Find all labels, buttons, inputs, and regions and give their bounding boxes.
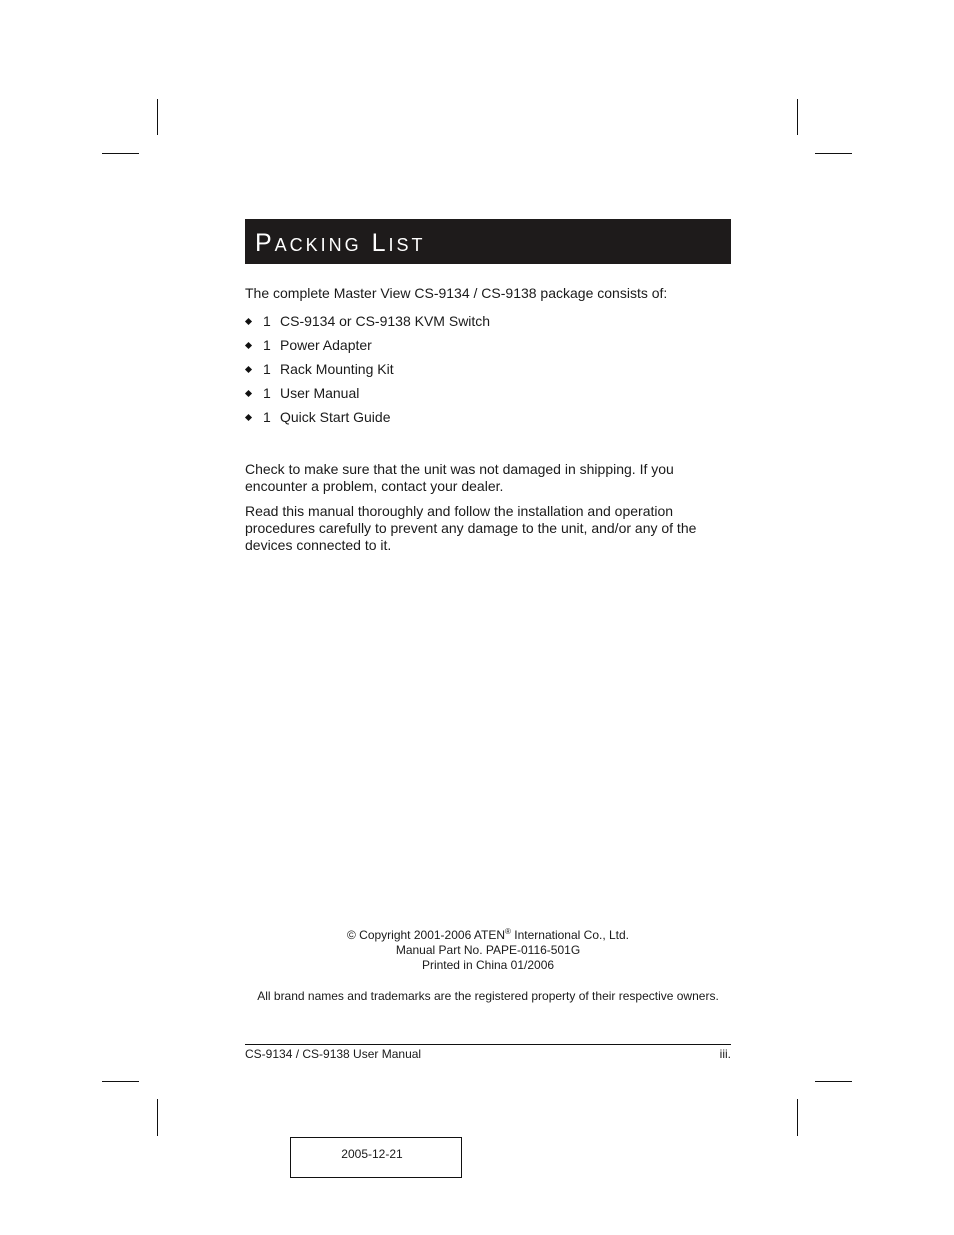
- company-name: International Co., Ltd.: [510, 928, 630, 942]
- list-item: [245, 333, 731, 357]
- date-stamp: 2005-12-21: [341, 1147, 403, 1161]
- date-stamp-box: [290, 1137, 462, 1178]
- item-label: Rack Mounting Kit: [280, 360, 394, 377]
- footer-divider: [245, 1044, 731, 1045]
- intro-text: The complete Master View CS-9134 / CS-9138 package consists of:: [245, 285, 668, 301]
- item-quantity: 1: [263, 360, 271, 377]
- list-item: [245, 357, 731, 381]
- diamond-bullet-icon: [245, 365, 252, 372]
- part-number: Manual Part No. PAPE-0116-501G: [395, 943, 581, 957]
- crop-mark-bottom-left-horizontal: [102, 1081, 139, 1082]
- copyright-text: © Copyright 2001-2006 ATEN: [346, 928, 506, 942]
- crop-mark-top-left-vertical: [157, 99, 158, 135]
- registered-mark: ®: [505, 927, 511, 936]
- item-label: Quick Start Guide: [280, 408, 391, 425]
- list-item: [245, 405, 731, 429]
- crop-mark-top-right-vertical: [797, 99, 798, 135]
- copyright-block: [245, 928, 731, 973]
- diamond-bullet-icon: [245, 341, 252, 348]
- item-label: CS-9134 or CS-9138 KVM Switch: [280, 312, 491, 329]
- crop-mark-top-right-horizontal: [815, 153, 852, 154]
- item-label: User Manual: [280, 384, 360, 401]
- instructions-paragraph: Read this manual thoroughly and follow the installation and operation procedures carefully to prevent any damage to the unit, and/or any of the devices connected to it.: [245, 503, 697, 553]
- diamond-bullet-icon: [245, 413, 252, 420]
- item-label: Power Adapter: [280, 336, 372, 353]
- list-item: [245, 381, 731, 405]
- diamond-bullet-icon: [245, 317, 252, 324]
- main-content: [245, 285, 731, 554]
- item-quantity: 1: [263, 408, 271, 425]
- inspection-paragraph: Check to make sure that the unit was not damaged in shipping. If you encounter a problem, contact your dealer.: [245, 461, 674, 494]
- diamond-bullet-icon: [245, 389, 252, 396]
- crop-mark-bottom-right-vertical: [797, 1099, 798, 1136]
- footer-manual-title: CS-9134 / CS-9138 User Manual: [245, 1047, 422, 1061]
- section-title: Packing List: [255, 229, 426, 257]
- section-header-bar: [245, 219, 731, 264]
- crop-mark-bottom-left-vertical: [157, 1099, 158, 1136]
- crop-mark-bottom-right-horizontal: [815, 1081, 852, 1082]
- item-quantity: 1: [263, 312, 271, 329]
- list-item: [245, 309, 731, 333]
- print-info: Printed in China 01/2006: [421, 958, 555, 972]
- page-number: iii.: [719, 1047, 731, 1061]
- crop-mark-top-left-horizontal: [102, 153, 139, 154]
- copyright-line: [245, 928, 731, 943]
- item-quantity: 1: [263, 384, 271, 401]
- packing-list: [245, 309, 731, 429]
- item-quantity: 1: [263, 336, 271, 353]
- trademark-notice: All brand names and trademarks are the registered property of their respective owners.: [257, 989, 719, 1003]
